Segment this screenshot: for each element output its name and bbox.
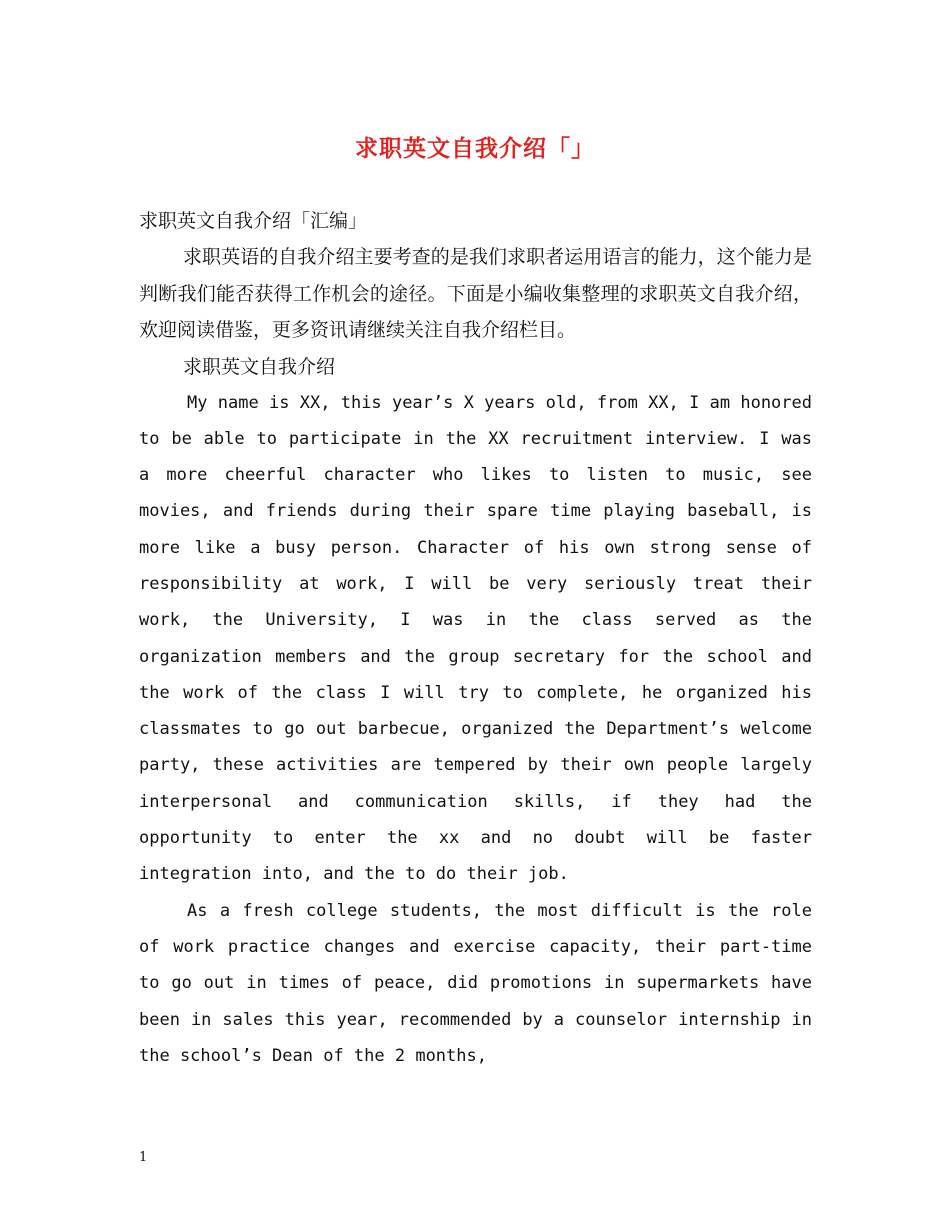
document-body (139, 203, 812, 1074)
body-paragraph-2: As a fresh college students, the most difficult is the role of work practice changes and exercise capacity, their part-time to go out in times of peace, did promotions in supermarkets have been in sales this year, recommended by a counselor internship in the school’s Dean of the 2 months, (139, 900, 812, 1066)
body-paragraph-1: My name is XX, this year’s X years old, from XX, I am honored to be able to participate in the XX recruitment interview. I was a more cheerful character who likes to listen to music, see movies, and friends during their spare time playing baseball, is more like a busy person. Character of his own strong sense of responsibility at work, I will be very seriously treat their work, the University, I was in the class served as the organization members and the group secretary for the school and the work of the class I will try to complete, he organized his classmates to go out barbecue, organized the Department’s welcome party, these activities are tempered by their own people largely interpersonal and communication skills, if they had the opportunity to enter the xx and no doubt will be faster integration into, and the to do their job. (139, 392, 812, 885)
intro-paragraph: 求职英语的自我介绍主要考查的是我们求职者运用语言的能力，这个能力是判断我们能否获得工作机会的途径。下面是小编收集整理的求职英文自我介绍，欢迎阅读借鉴，更多资讯请继续关注自我介绍栏目。 (139, 246, 812, 341)
document-title: 求职英文自我介绍「」 (355, 135, 595, 162)
page-number: 1 (139, 1150, 148, 1165)
section-heading: 求职英文自我介绍 (183, 355, 336, 378)
document-subtitle: 求职英文自我介绍「汇编」 (139, 210, 368, 232)
